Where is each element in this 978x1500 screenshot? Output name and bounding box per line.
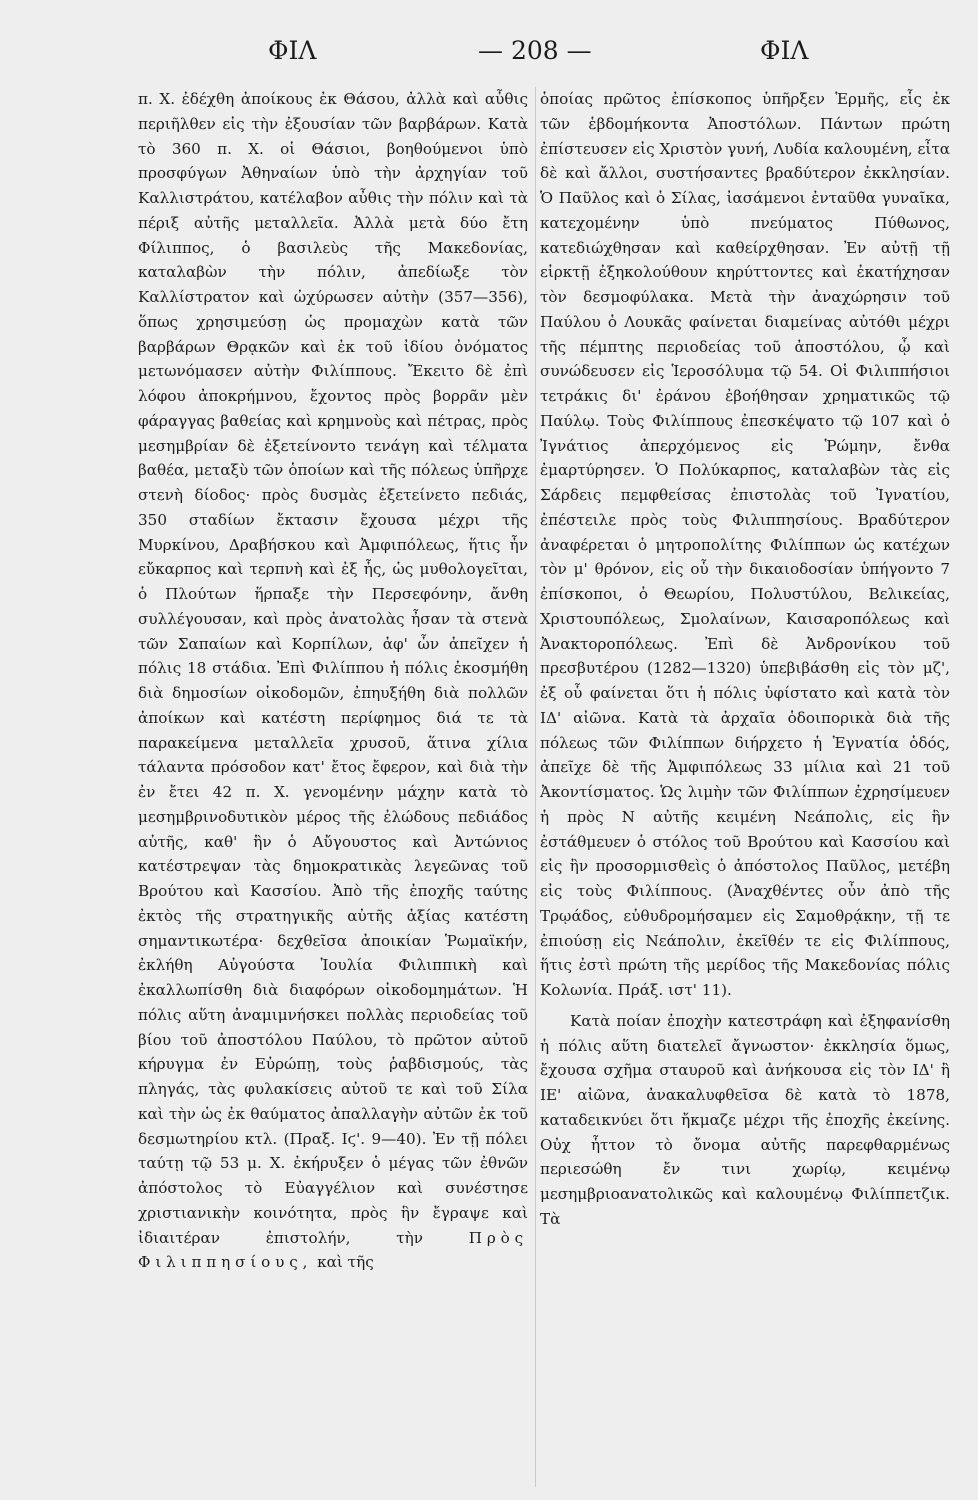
epistle-title: Πρὸς Φιλιππησίους,	[138, 1228, 528, 1272]
header-right-keyword: ΦΙΛ	[760, 36, 809, 65]
left-tail-text: καὶ τῆς	[317, 1253, 374, 1272]
right-paragraph-2: Κατὰ ποίαν ἐποχὴν κατεστράφη καὶ ἐξηφανίσθη ἡ πόλις αὕτη διατελεῖ ἄγνωστον· ἐκκλησία ὅμως, ἔχουσα σχῆμα σταυροῦ καὶ ἀνήκουσα εἰς τὸν ΙΔ' ἢ ΙΕ' αἰῶνα, ἀνακαλυφθεῖσα δὲ κατὰ τὸ 1878, καταδεικνύει ὅτι ἤκμαζε μέχρι τῆς ἐποχῆς ἐκείνης. Οὐχ ἧττον τὸ ὄνομα αὐτῆς παρεφθαρμένως περιεσώθη ἔν τινι χωρίῳ, κειμένῳ μεσημβριοανατολικῶς καὶ καλουμένῳ Φιλίππετζικ. Τὰ	[540, 1011, 950, 1228]
right-paragraph-1: ὁποίας πρῶτος ἐπίσκοπος ὑπῆρξεν Ἑρμῆς, εἷς ἐκ τῶν ἑβδομήκοντα Ἀποστόλων. Πάντων πρώτη ἐπίστευσεν εἰς Χριστὸν γυνή, Λυδία καλουμένη, εἶτα δὲ καὶ ἄλλοι, συστήσαντες βραδύτερον ἐκκλησίαν. Ὁ Παῦλος καὶ ὁ Σίλας, ἰασάμενοι ἐνταῦθα γυναῖκα, κατεχομένην ὑπὸ πνεύματος Πύθωνος, κατεδιώχθησαν καὶ καθείρχθησαν. Ἐν αὐτῇ τῇ εἱρκτῇ ἐξηκολούθουν κηρύττοντες καὶ ἐκατήχησαν τὸν δεσμοφύλακα. Μετὰ τὴν ἀναχώρησιν τοῦ Παύλου ὁ Λουκᾶς φαίνεται διαμείνας αὐτόθι μέχρι τῆς πέμπτης περιοδείας τοῦ ἀποστόλου, ᾧ καὶ συνώδευσεν εἰς Ἱεροσόλυμα τῷ 54. Οἱ Φιλιππήσιοι τετράκις δι' ἐράνου ἐβοήθησαν χρηματικῶς τῷ Παύλῳ. Τοὺς Φιλίππους ἐπεσκέψατο τῷ 107 καὶ ὁ Ἰγνάτιος ἀπερχόμενος εἰς Ῥώμην, ἔνθα ἐμαρτύρησεν. Ὁ Πολύκαρπος, καταλαβὼν τὰς εἰς Σάρδεις πεμφθείσας ἐπιστολὰς τοῦ Ἰγνατίου, ἐπέστειλε πρὸς τοὺς Φιλιππησίους. Βραδύτερον ἀναφέρεται ὁ μητροπολίτης Φιλίππων ὡς κατέχων τὸν μ' θρόνον, εἰς οὗ τὴν δικαιοδοσίαν ὑπήγοντο 7 ἐπίσκοποι, ὁ Θεωρίου, Πολυστύλου, Βελικείας, Χριστουπόλεως, Σμολαίνων, Καισαροπόλεως καὶ Ἀνακτοροπόλεως. Ἐπὶ δὲ Ἀνδρονίκου τοῦ πρεσβυτέρου (1282—1320) ὑπεβιβάσθη εἰς τὸν μζ', ἐξ οὗ φαίνεται ὅτι ἡ πόλις ὑφίστατο καὶ κατὰ τὸν ΙΔ' αἰῶνα. Κατὰ τὰ ἀρχαῖα ὁδοιπορικὰ διὰ τῆς πόλεως τῶν Φιλίππων διήρχετο ἡ Ἐγνατία ὁδός, ἀπεῖχε δὲ τῆς Ἀμφιπόλεως 33 μίλια καὶ 21 τοῦ Ἀκοντίσματος. Ὡς λιμὴν τῶν Φιλίππων ἐχρησίμευεν ἡ πρὸς Ν αὐτῆς κειμένη Νεάπολις, εἰς ἣν ἐστάθμευεν ὁ στόλος τοῦ Βρούτου καὶ Κασσίου καὶ εἰς ἣν προσορμισθεὶς ὁ ἀπόστολος Παῦλος, μετέβη εἰς τοὺς Φιλίππους. (Ἀναχθέντες οὖν ἀπὸ τῆς Τρῳάδος, εὐθυδρομήσαμεν εἰς Σαμοθρᾴκην, τῇ τε ἐπιούσῃ εἰς Νεάπολιν, ἐκεῖθέν τε εἰς Φιλίππους, ἥτις ἐστὶ πρώτη τῆς μερίδος τῆς Μακεδονίας πόλις Κολωνία. Πράξ. ιστ' 11).	[540, 90, 950, 999]
column-divider	[535, 87, 536, 1487]
right-column	[540, 87, 950, 1232]
left-body-text: π. Χ. ἐδέχθη ἀποίκους ἐκ Θάσου, ἀλλὰ καὶ αὖθις περιῆλθεν εἰς τὴν ἐξουσίαν τῶν βαρβάρων. Κατὰ τὸ 360 π. Χ. οἱ Θάσιοι, βοηθούμενοι ὑπὸ προσφύγων Ἀθηναίων ὑπὸ τὴν ἀρχηγίαν τοῦ Καλλιστράτου, κατέλαβον αὖθις τὴν πόλιν καὶ τὰ πέριξ αὐτῆς μεταλλεῖα. Ἀλλὰ μετὰ δύο ἔτη Φίλιππος, ὁ βασιλεὺς τῆς Μακεδονίας, καταλαβὼν τὴν πόλιν, ἀπεδίωξε τὸν Καλλίστρατον καὶ ὠχύρωσεν αὐτὴν (357—356), ὅπως χρησιμεύσῃ ὡς προμαχὼν κατὰ τῶν βαρβάρων Θρᾳκῶν καὶ ἐκ τοῦ ἰδίου ὀνόματος μετωνόμασεν αὐτὴν Φιλίππους. Ἔκειτο δὲ ἐπὶ λόφου ἀποκρήμνου, ἔχοντος πρὸς βορρᾶν μὲν φάραγγας βαθείας καὶ κρημνοὺς καὶ πέτρας, πρὸς μεσημβρίαν δὲ ἐξετείνοντο τενάγη καὶ τέλματα βαθέα, μεταξὺ τῶν ὁποίων καὶ τῆς πόλεως ὑπῆρχε στενὴ δίοδος· πρὸς δυσμὰς ἐξετείνετο πεδιάς, 350 σταδίων ἔκτασιν ἔχουσα μέχρι τῆς Μυρκίνου, Δραβήσκου καὶ Ἀμφιπόλεως, ἥτις ἦν εὔκαρπος καὶ τερπνὴ καὶ ἐξ ἧς, ὡς μυθολογεῖται, ὁ Πλούτων ἥρπαξε τὴν Περσεφόνην, ἄνθη συλλέγουσαν, καὶ πρὸς ἀνατολὰς ἦσαν τὰ στενὰ τῶν Σαπαίων καὶ Κορπίλων, ἀφ' ὧν ἀπεῖχεν ἡ πόλις 18 στάδια. Ἐπὶ Φιλίππου ἡ πόλις ἐκοσμήθη διὰ δημοσίων οἰκοδομῶν, ἐπηυξήθη διὰ πολλῶν ἀποίκων καὶ κατέστη περίφημος διά τε τὰ παρακείμενα μεταλλεῖα χρυσοῦ, ἅτινα χίλια τάλαντα πρόσοδον κατ' ἔτος ἔφερον, καὶ διὰ τὴν ἐν ἔτει 42 π. Χ. γενομένην μάχην κατὰ τὸ μεσημβρινοδυτικὸν μέρος τῆς ἐλώδους πεδιάδος αὐτῆς, καθ' ἣν ὁ Αὔγουστος καὶ Ἀντώνιος κατέστρεψαν τὰς δημοκρατικὰς λεγεῶνας τοῦ Βρούτου καὶ Κασσίου. Ἀπὸ τῆς ἐποχῆς ταύτης ἐκτὸς τῆς στρατηγικῆς αὐτῆς ἀξίας κατέστη σημαντικωτέρα· δεχθεῖσα ἀποικίαν Ῥωμαϊκήν, ἐκλήθη Αὐγούστα Ἰουλία Φιλιππικὴ καὶ ἐκαλλωπίσθη διὰ διαφόρων οἰκοδομημάτων. Ἡ πόλις αὕτη ἀναμιμνήσκει πολλὰς περιοδείας τοῦ βίου τοῦ ἀποστόλου Παύλου, τὸ πρῶτον αὐτοῦ κήρυγμα ἐν Εὐρώπῃ, τοὺς ῥαβδισμούς, τὰς πληγάς, τὰς φυλακίσεις αὐτοῦ τε καὶ τοῦ Σίλα καὶ τὴν ὡς ἐκ θαύματος ἀπαλλαγὴν αὐτῶν ἐκ τοῦ δεσμωτηρίου κτλ. (Πραξ. Ιϛ'. 9—40). Ἐν τῇ πόλει ταύτῃ τῷ 53 μ. Χ. ἐκήρυξεν ὁ μέγας τῶν ἐθνῶν ἀπόστολος τὸ Εὐαγγέλιον καὶ συνέστησε χριστιανικὴν κοινότητα, πρὸς ἣν ἔγραψε καὶ ἰδιαιτέραν ἐπιστολήν, τὴν	[138, 90, 528, 1247]
left-column-text	[138, 87, 528, 1275]
page-number: — 208 —	[478, 36, 592, 65]
running-head	[0, 34, 978, 68]
left-column	[138, 87, 528, 1275]
header-left-keyword: ΦΙΛ	[268, 36, 317, 65]
